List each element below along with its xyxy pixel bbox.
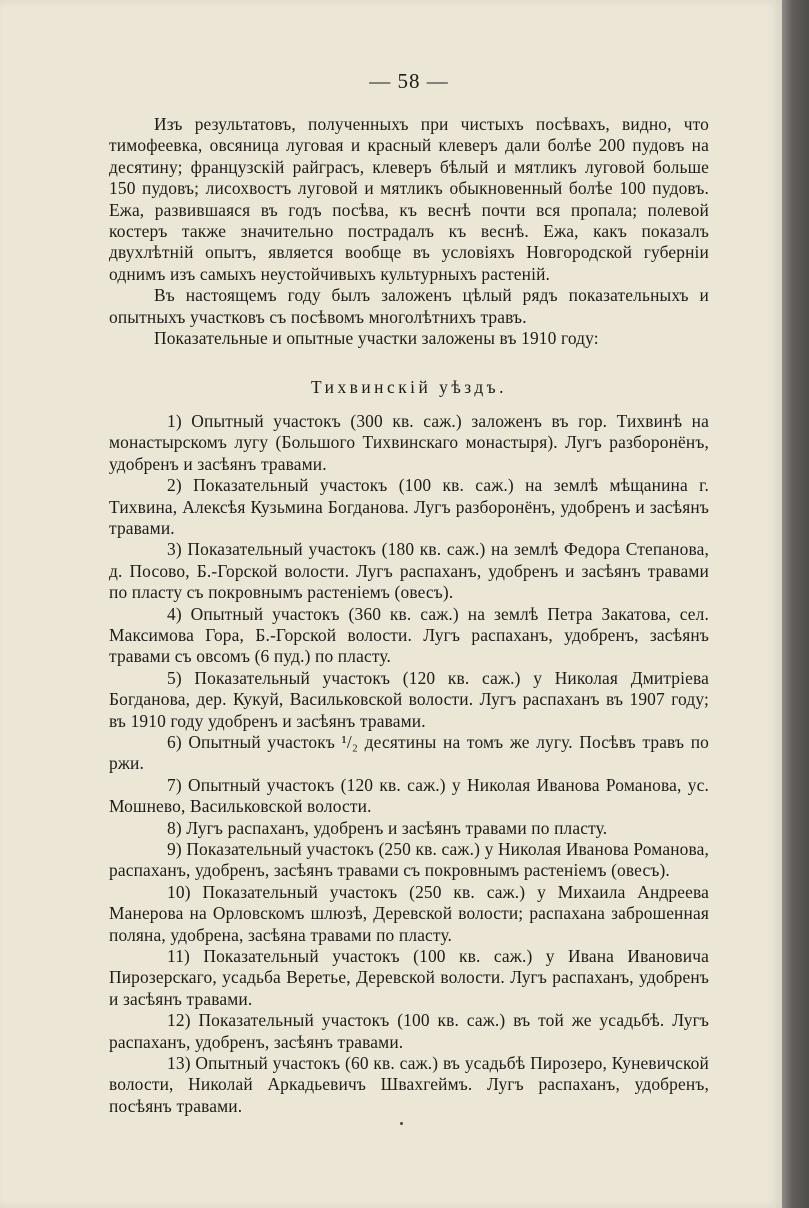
list-item: 7) Опытный участокъ (120 кв. саж.) у Николая Иванова Романова, ус. Мошнево, Васильковской волости. bbox=[109, 774, 709, 817]
list-item: 13) Опытный участокъ (60 кв. саж.) въ усадьбѣ Пирозеро, Куневичской волости, Николай Аркадьевичъ Швахгеймъ. Лугъ распаханъ, удобренъ, посѣянъ травами. bbox=[109, 1053, 709, 1116]
page-number: — 58 — bbox=[369, 69, 449, 93]
paper-speck bbox=[400, 1122, 403, 1125]
list-item: 10) Показательный участокъ (250 кв. саж.) у Михаила Андреева Манерова на Орловскомъ шлюзѣ, Деревской волости; распахана заброшенная поляна, удобрена, засѣяна травами по пласту. bbox=[109, 881, 709, 945]
list-item: 6) Опытный участокъ ¹/₂ десятины на томъ же лугу. Посѣвъ травъ по ржи. bbox=[109, 731, 709, 774]
list-item: 4) Опытный участокъ (360 кв. саж.) на землѣ Петра Закатова, сел. Максимова Гора, Б.-Горской волости. Лугъ распаханъ, удобренъ, засѣянъ травами съ овсомъ (6 пуд.) по пласту. bbox=[109, 603, 709, 667]
page-edge-shadow bbox=[782, 0, 809, 1208]
intro-paragraph: Изъ результатовъ, полученныхъ при чистыхъ посѣвахъ, видно, что тимофеевка, овсяница луговая и красный клеверъ дали болѣе 200 пудовъ на десятину; французскій райграсъ, клеверъ бѣлый и мятликъ луговой больше 150 пудовъ; лисохвостъ луговой и мятликъ обыкновенный болѣе 100 пудовъ. Ежа, развившаяся въ годъ посѣва, къ веснѣ почти вся пропала; полевой костеръ также значительно пострадалъ къ веснѣ. Ежа, какъ показалъ двухлѣтній опытъ, является вообще въ условіяхъ Новгородской губерніи однимъ изъ самыхъ неустойчивыхъ культурныхъ растеній. bbox=[109, 114, 709, 284]
list-item: 2) Показательный участокъ (100 кв. саж.) на землѣ мѣщанина г. Тихвина, Алексѣя Кузьмина Богданова. Лугъ разборонёнъ, удобренъ и засѣянъ травами. bbox=[109, 475, 709, 538]
page-content bbox=[109, 66, 709, 1117]
list-item: 5) Показательный участокъ (120 кв. саж.) у Николая Дмитріева Богданова, дер. Кукуй, Васильковской волости. Лугъ распаханъ въ 1907 году; въ 1910 году удобренъ и засѣянъ травами. bbox=[109, 667, 709, 731]
list-item: 8) Лугъ распаханъ, удобренъ и засѣянъ травами по пласту. bbox=[167, 817, 608, 838]
list-item: 3) Показательный участокъ (180 кв. саж.) на землѣ Федора Степанова, д. Посово, Б.-Горской волости. Лугъ распаханъ, удобренъ и засѣянъ травами по пласту съ покровнымъ растеніемъ (овесъ). bbox=[109, 539, 709, 603]
intro-paragraph: Показательные и опытные участки заложены въ 1910 году: bbox=[154, 328, 599, 349]
intro-paragraph: Въ настоящемъ году былъ заложенъ цѣлый рядъ показательныхъ и опытныхъ участковъ съ посѣвомъ многолѣтнихъ травъ. bbox=[109, 285, 709, 327]
list-item: 12) Показательный участокъ (100 кв. саж.) въ той же усадьбѣ. Лугъ распаханъ, удобренъ, засѣянъ травами. bbox=[109, 1010, 709, 1052]
list-item: 11) Показательный участокъ (100 кв. саж.) у Ивана Ивановича Пирозерскаго, усадьба Веретье, Деревской волости. Лугъ распаханъ, удобренъ и засѣянъ травами. bbox=[109, 946, 709, 1009]
section-heading: Тихвинскій уѣздъ. bbox=[310, 377, 508, 398]
list-item: 1) Опытный участокъ (300 кв. саж.) заложенъ въ гор. Тихвинѣ на монастырскомъ лугу (Большого Тихвинскаго монастыря). Лугъ разборонёнъ, удобренъ и засѣянъ травами. bbox=[109, 410, 709, 474]
list-item: 9) Показательный участокъ (250 кв. саж.) у Николая Иванова Романова, распаханъ, удобренъ, засѣянъ травами съ покровнымъ растеніемъ (овесъ). bbox=[109, 839, 709, 881]
